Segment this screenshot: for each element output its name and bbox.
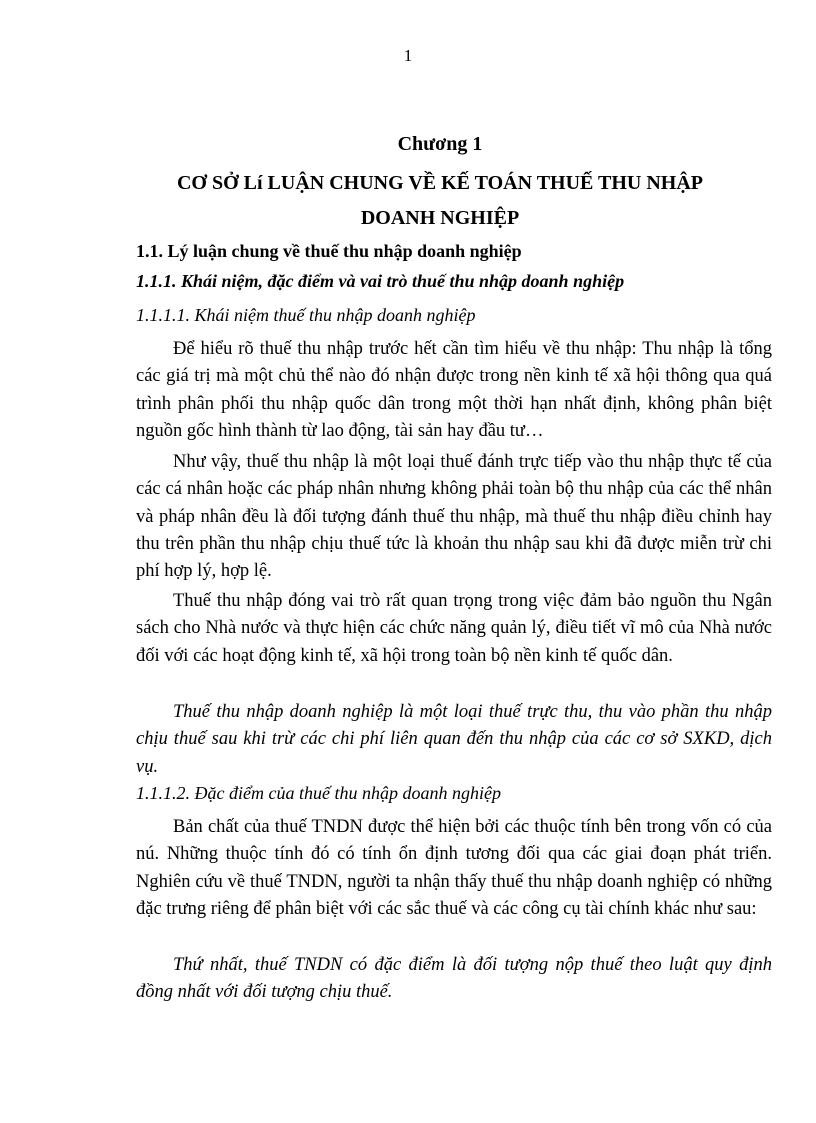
paragraph-income-tax-role: Thuế thu nhập đóng vai trò rất quan trọng trong việc đảm bảo nguồn thu Ngân sách cho Nhà nước và thực hiện các chức năng quản lý, điều tiết vĩ mô của Nhà nước đối với các hoạt động kinh tế, xã hội trong toàn bộ nền kinh tế quốc dân. bbox=[136, 591, 772, 666]
section-heading-1-1-1-1: 1.1.1.1. Khái niệm thuế thu nhập doanh nghiệp bbox=[136, 305, 476, 325]
paragraph-first-characteristic: Thứ nhất, thuế TNDN có đặc điểm là đối tượng nộp thuế theo luật quy định đồng nhất với đối tượng chịu thuế. bbox=[136, 955, 772, 1003]
chapter-title: CƠ SỞ Lí LUẬN CHUNG VỀ KẾ TOÁN THUẾ THU NHẬP DOANH NGHIỆP bbox=[176, 172, 704, 229]
paragraph-cit-definition: Thuế thu nhập doanh nghiệp là một loại thuế trực thu, thu vào phần thu nhập chịu thuế sau khi trừ các chi phí liên quan đến thu nhập của các cơ sở SXKD, dịch vụ. bbox=[136, 702, 772, 777]
paragraph-income-tax-definition: Như vậy, thuế thu nhập là một loại thuế đánh trực tiếp vào thu nhập thực tế của các cá nhân hoặc các pháp nhân nhưng không phải toàn bộ thu nhập của các thể nhân và pháp nhân đều là đối tượng đánh thuế thu nhập, mà thuế thu nhập điều chỉnh hay thu trên phần thu nhập chịu thuế tức là khoản thu nhập sau khi đã được miễn trừ chi phí hợp lý, hợp lệ. bbox=[136, 452, 772, 582]
paragraph-cit-characteristics: Bản chất của thuế TNDN được thể hiện bởi các thuộc tính bên trong vốn có của nú. Những thuộc tính đó có tính ổn định tương đối qua các giai đoạn phát triển. Nghiên cứu về thuế TNDN, người ta nhận thấy thuế thu nhập doanh nghiệp có những đặc trưng riêng để phân biệt với các sắc thuế và các công cụ tài chính khác như sau: bbox=[136, 817, 772, 919]
chapter-label: Chương 1 bbox=[397, 133, 483, 155]
section-heading-1-1: 1.1. Lý luận chung về thuế thu nhập doanh nghiệp bbox=[136, 241, 522, 261]
paragraph-income-definition: Để hiểu rõ thuế thu nhập trước hết cần tìm hiểu về thu nhập: Thu nhập là tổng các giá trị mà một chủ thể nào đó nhận được trong nền kinh tế xã hội thông qua quá trình phân phối thu nhập quốc dân trong một thời hạn nhất định, không phân biệt nguồn gốc hình thành từ lao động, tài sản hay đầu tư… bbox=[136, 339, 772, 441]
section-heading-1-1-1: 1.1.1. Khái niệm, đặc điểm và vai trò thuế thu nhập doanh nghiệp bbox=[136, 271, 625, 291]
section-heading-1-1-1-2: 1.1.1.2. Đặc điểm của thuế thu nhập doanh nghiệp bbox=[136, 783, 501, 803]
page-number: 1 bbox=[403, 46, 413, 65]
